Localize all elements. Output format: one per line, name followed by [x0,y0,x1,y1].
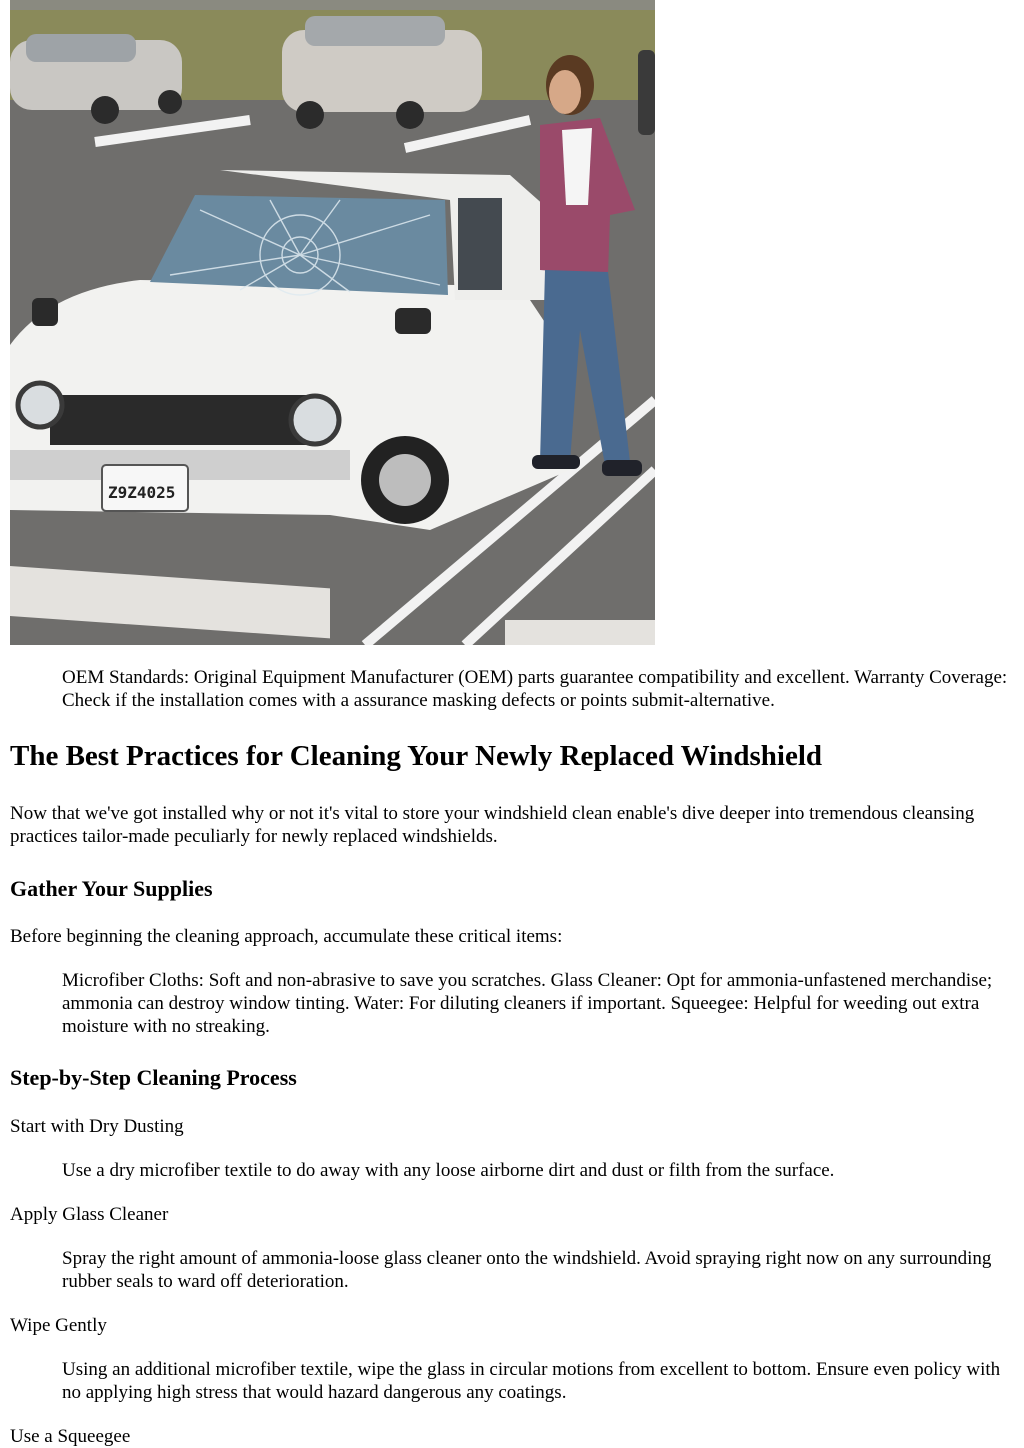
supplies-quote: Microfiber Cloths: Soft and non-abrasive to save you scratches. Glass Cleaner: Opt for ammonia-unfastened merchandise; ammonia can destroy window tinting. Water: For diluting cleaners if important. Squeegee: Helpful for weeding out extra moisture with no streaking. [62,970,993,1037]
cracked-windshield [150,195,448,295]
oem-quote: OEM Standards: Original Equipment Manufacturer (OEM) parts guarantee compatibility and excellent. Warranty Coverage: Check if the installation comes with a assurance masking defects or points submit-alternative. [62,667,1008,711]
side-window [458,198,502,290]
step-description: Use a dry microfiber textile to do away with any loose airborne dirt and dust or filth from the surface. [62,1160,835,1181]
side-mirror-right [395,308,431,334]
intro-paragraph: Now that we've got installed why or not it's vital to store your windshield clean enable's dive deeper into tremendous cleansing practices tailor-made peculiarly for newly replaced windshields. [10,803,975,847]
background-car-right [638,50,655,135]
article [10,0,1014,1448]
hero-image [10,0,655,645]
step-title: Use a Squeegee [10,1426,131,1447]
step-title: Apply Glass Cleaner [10,1204,169,1225]
front-grille [50,395,315,445]
supplies-lead: Before beginning the cleaning approach, accumulate these critical items: [10,926,563,947]
headlight-right [291,396,339,444]
page-title: The Best Practices for Cleaning Your Newly Replaced Windshield [10,740,822,772]
process-heading: Step-by-Step Cleaning Process [10,1065,297,1090]
headlight-left [18,383,62,427]
side-mirror-left [32,298,58,326]
step-description: Spray the right amount of ammonia-loose glass cleaner onto the windshield. Avoid spraying right now on any surrounding rubber seals to ward off deterioration. [62,1248,992,1292]
curb-right [505,620,655,645]
step-title: Start with Dry Dusting [10,1116,184,1137]
license-plate-text: Z9Z4025 [108,483,176,502]
supplies-heading: Gather Your Supplies [10,876,213,901]
step-description: Using an additional microfiber textile, wipe the glass in circular motions from excellent to bottom. Ensure even policy with no applying high stress that would hazard dangerous any coatings. [62,1359,1001,1403]
step-title: Wipe Gently [10,1315,107,1336]
